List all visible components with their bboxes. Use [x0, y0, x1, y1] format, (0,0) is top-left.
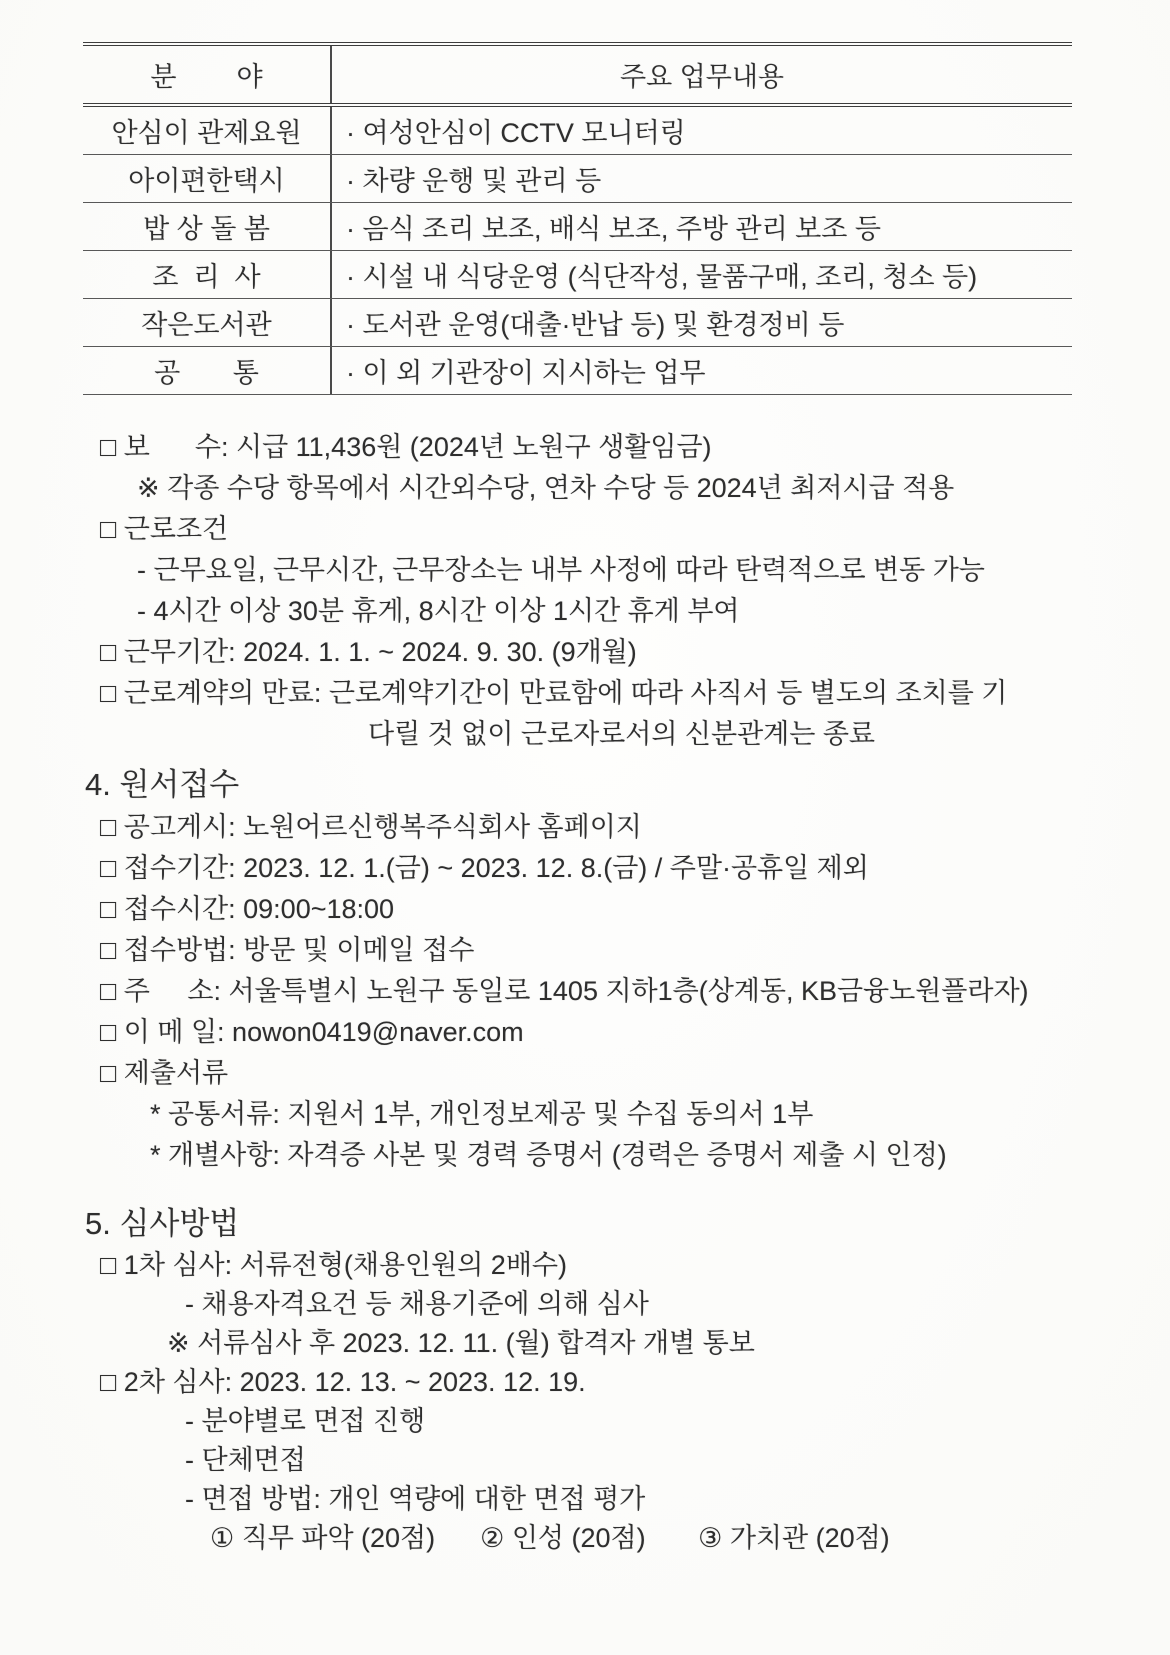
duty-cell: · 이 외 기관장이 지시하는 업무 — [346, 358, 706, 388]
first-review-line: □ 1차 심사: 서류전형(채용인원의 2배수) — [100, 1250, 567, 1280]
job-duties-table — [83, 42, 1072, 395]
email-line: □ 이 메 일: nowon0419@naver.com — [100, 1017, 524, 1047]
interview-by-field-line: - 분야별로 면접 진행 — [185, 1406, 426, 1436]
review-notice-line: ※ 서류심사 후 2023. 12. 11. (월) 합격자 개별 통보 — [167, 1328, 755, 1358]
table-row — [83, 299, 1072, 347]
documents-line: □ 제출서류 — [100, 1058, 229, 1088]
duty-cell: · 시설 내 식당운영 (식단작성, 물품구매, 조리, 청소 등) — [346, 262, 978, 292]
interview-method-line: - 면접 방법: 개인 역량에 대한 면접 평가 — [185, 1484, 646, 1514]
contract-expiry-cont-line: 다릴 것 없이 근로자로서의 신분관계는 종료 — [368, 719, 875, 749]
work-period-line: □ 근무기간: 2024. 1. 1. ~ 2024. 9. 30. (9개월) — [100, 637, 637, 667]
field-cell: 조 리 사 — [83, 251, 332, 298]
duty-cell: · 도서관 운영(대출·반납 등) 및 환경정비 등 — [346, 310, 845, 340]
table-header-row — [83, 46, 1072, 107]
address-line: □ 주 소: 서울특별시 노원구 동일로 1405 지하1층(상계동, KB금융노원플라자) — [100, 976, 1029, 1006]
pay-note-line: ※ 각종 수당 항목에서 시간외수당, 연차 수당 등 2024년 최저시급 적용 — [137, 473, 955, 503]
section4-heading: 4. 원서접수 — [85, 766, 240, 802]
table-row — [83, 155, 1072, 203]
duty-cell: · 음식 조리 보조, 배식 보조, 주방 관리 보조 등 — [346, 214, 881, 244]
notice-posting-line: □ 공고게시: 노원어르신행복주식회사 홈페이지 — [100, 812, 642, 842]
interview-scores-line: ① 직무 파악 (20점) ② 인성 (20점) ③ 가치관 (20점) — [210, 1523, 890, 1553]
work-schedule-line: - 근무요일, 근무시간, 근무장소는 내부 사정에 따라 탄력적으로 변동 가능 — [137, 555, 985, 585]
employment-conditions-block — [0, 424, 1170, 752]
duty-cell: · 여성안심이 CCTV 모니터링 — [346, 118, 686, 148]
table-row — [83, 203, 1072, 251]
field-cell: 공 통 — [83, 347, 332, 394]
duty-column-header: 주요 업무내용 — [620, 62, 784, 92]
section5-heading: 5. 심사방법 — [85, 1205, 240, 1241]
field-cell: 작은도서관 — [83, 299, 332, 346]
table-row — [83, 347, 1072, 395]
table-row — [83, 251, 1072, 299]
field-column-header: 분 야 — [83, 46, 332, 103]
document-body — [0, 392, 1170, 1555]
break-time-line: - 4시간 이상 30분 휴게, 8시간 이상 1시간 휴게 부여 — [137, 596, 740, 626]
application-period-line: □ 접수기간: 2023. 12. 1.(금) ~ 2023. 12. 8.(금) / 주말·공휴일 제외 — [100, 853, 869, 883]
review-criteria-line: - 채용자격요건 등 채용기준에 의해 심사 — [185, 1289, 649, 1319]
field-cell: 안심이 관제요원 — [83, 107, 332, 154]
table-row — [83, 107, 1072, 155]
common-documents-line: * 공통서류: 지원서 1부, 개인정보제공 및 수집 동의서 1부 — [150, 1099, 814, 1129]
individual-documents-line: * 개별사항: 자격증 사본 및 경력 증명서 (경력은 증명서 제출 시 인정) — [150, 1140, 947, 1170]
group-interview-line: - 단체면접 — [185, 1445, 306, 1475]
application-section — [0, 758, 1170, 1173]
pay-line: □ 보 수: 시급 11,436원 (2024년 노원구 생활임금) — [100, 432, 712, 462]
contract-expiry-line: □ 근로계약의 만료: 근로계약기간이 만료함에 따라 사직서 등 별도의 조치를 기 — [100, 678, 1008, 708]
field-cell: 밥 상 돌 봄 — [83, 203, 332, 250]
duty-cell: · 차량 운행 및 관리 등 — [346, 166, 602, 196]
field-cell: 아이편한택시 — [83, 155, 332, 202]
review-section — [0, 1197, 1170, 1555]
application-method-line: □ 접수방법: 방문 및 이메일 접수 — [100, 935, 475, 965]
second-review-line: □ 2차 심사: 2023. 12. 13. ~ 2023. 12. 19. — [100, 1367, 586, 1397]
application-hours-line: □ 접수시간: 09:00~18:00 — [100, 894, 395, 924]
work-conditions-line: □ 근로조건 — [100, 514, 229, 544]
